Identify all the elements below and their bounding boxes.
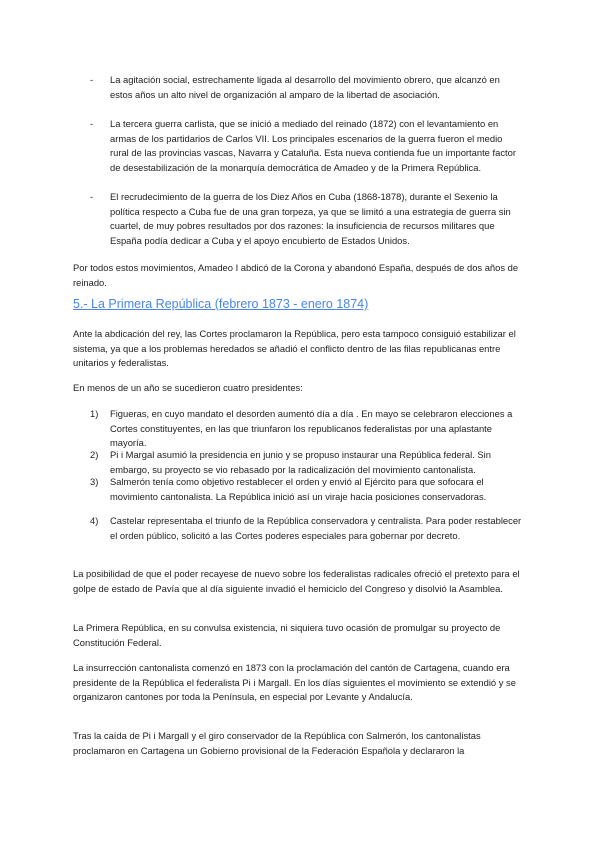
number-marker: 3) xyxy=(90,476,99,487)
paragraph-pavia: La posibilidad de que el poder recayese de nuevo sobre los federalistas radicales ofreció el pretexto para el golpe de estado de Pavía que al día siguiente invadió el hemiciclo del Congreso y disolvió la Asamblea. xyxy=(73,568,520,594)
list-marker: - xyxy=(90,118,94,129)
number-marker: 4) xyxy=(90,515,99,526)
numbered-item-text: Salmerón tenía como objetivo restablecer el orden y envió al Ejército para que sofocara el movimiento cantonalista. La República inició así un viraje hacia posiciones conservadoras. xyxy=(110,476,487,502)
list-item-text: La tercera guerra carlista, que se inició a mediado del reinado (1872) con el levantamiento en armas de los partidarios de Carlos VII. Los principales escenarios de la guerra fueron el medio rural de las provincias vascas, Navarra y Cataluña. Esta nueva contienda fue un importante factor de desestabilización de la monarquía democrática de Amadeo y de la Primera República. xyxy=(110,118,516,173)
numbered-item-text: Castelar representaba el triunfo de la República conservadora y centralista. Para poder restablecer el orden público, solicitó a las Cortes poderes especiales para gobernar por decreto. xyxy=(110,515,522,541)
list-item-text: La agitación social, estrechamente ligada al desarrollo del movimiento obrero, que alcanzó en estos años un alto nivel de organización al amparo de la libertad de asociación. xyxy=(110,74,500,100)
paragraph-presidents: En menos de un año se sucedieron cuatro presidentes: xyxy=(73,382,303,393)
list-item-text: El recrudecimiento de la guerra de los Diez Años en Cuba (1868-1878), durante el Sexenio la política respecto a Cuba fue de una gran torpeza, ya que se limitó a una estrategia de guerra sin cuartel, de muy pobres resultados por dos razones: la insuficiencia de recursos militares que España podía dedicar a Cuba y el apoyo encubierto de Estados Unidos. xyxy=(110,191,511,246)
list-marker: - xyxy=(90,191,94,202)
paragraph-constitution: La Primera República, en su convulsa existencia, ni siquiera tuvo ocasión de promulgar su proyecto de Constitución Federal. xyxy=(73,622,501,648)
paragraph-final: Tras la caída de Pi i Margall y el giro conservador de la República con Salmerón, los cantonalistas proclamaron en Cartagena un Gobierno provisional de la Federación Española y declararon la xyxy=(73,730,481,756)
numbered-item-text: Figueras, en cuyo mandato el desorden aumentó día a día . En mayo se celebraron elecciones a Cortes constituyentes, en las que triunfaron los republicanos federalistas por una aplastante mayoría. xyxy=(110,408,513,448)
number-marker: 1) xyxy=(90,408,99,419)
paragraph-intro: Ante la abdicación del rey, las Cortes proclamaron la República, pero esta tampoco consiguió estabilizar el sistema, ya que a los problemas heredados se añadió el conflicto dentro de las filas republicanas entre unitarios y federalistas. xyxy=(73,328,516,368)
paragraph-cantonal: La insurrección cantonalista comenzó en 1873 con la proclamación del cantón de Cartagena, cuando era presidente de la República el federalista Pi i Margall. En los días siguientes el movimiento se extendió y se organizaron cantones por toda la Península, en especial por Levante y Andalucía. xyxy=(73,662,516,702)
number-marker: 2) xyxy=(90,449,99,460)
list-marker: - xyxy=(90,74,94,85)
section-heading: 5.- La Primera República (febrero 1873 - enero 1874) xyxy=(73,297,369,311)
paragraph-abdication: Por todos estos movimientos, Amadeo I abdicó de la Corona y abandonó España, después de dos años de reinado. xyxy=(73,262,519,288)
numbered-item-text: Pi i Margal asumió la presidencia en junio y se propuso instaurar una República federal. Sin embargo, su proyecto se vio rebasado por la radicalización del movimiento cantonalista. xyxy=(110,449,491,475)
